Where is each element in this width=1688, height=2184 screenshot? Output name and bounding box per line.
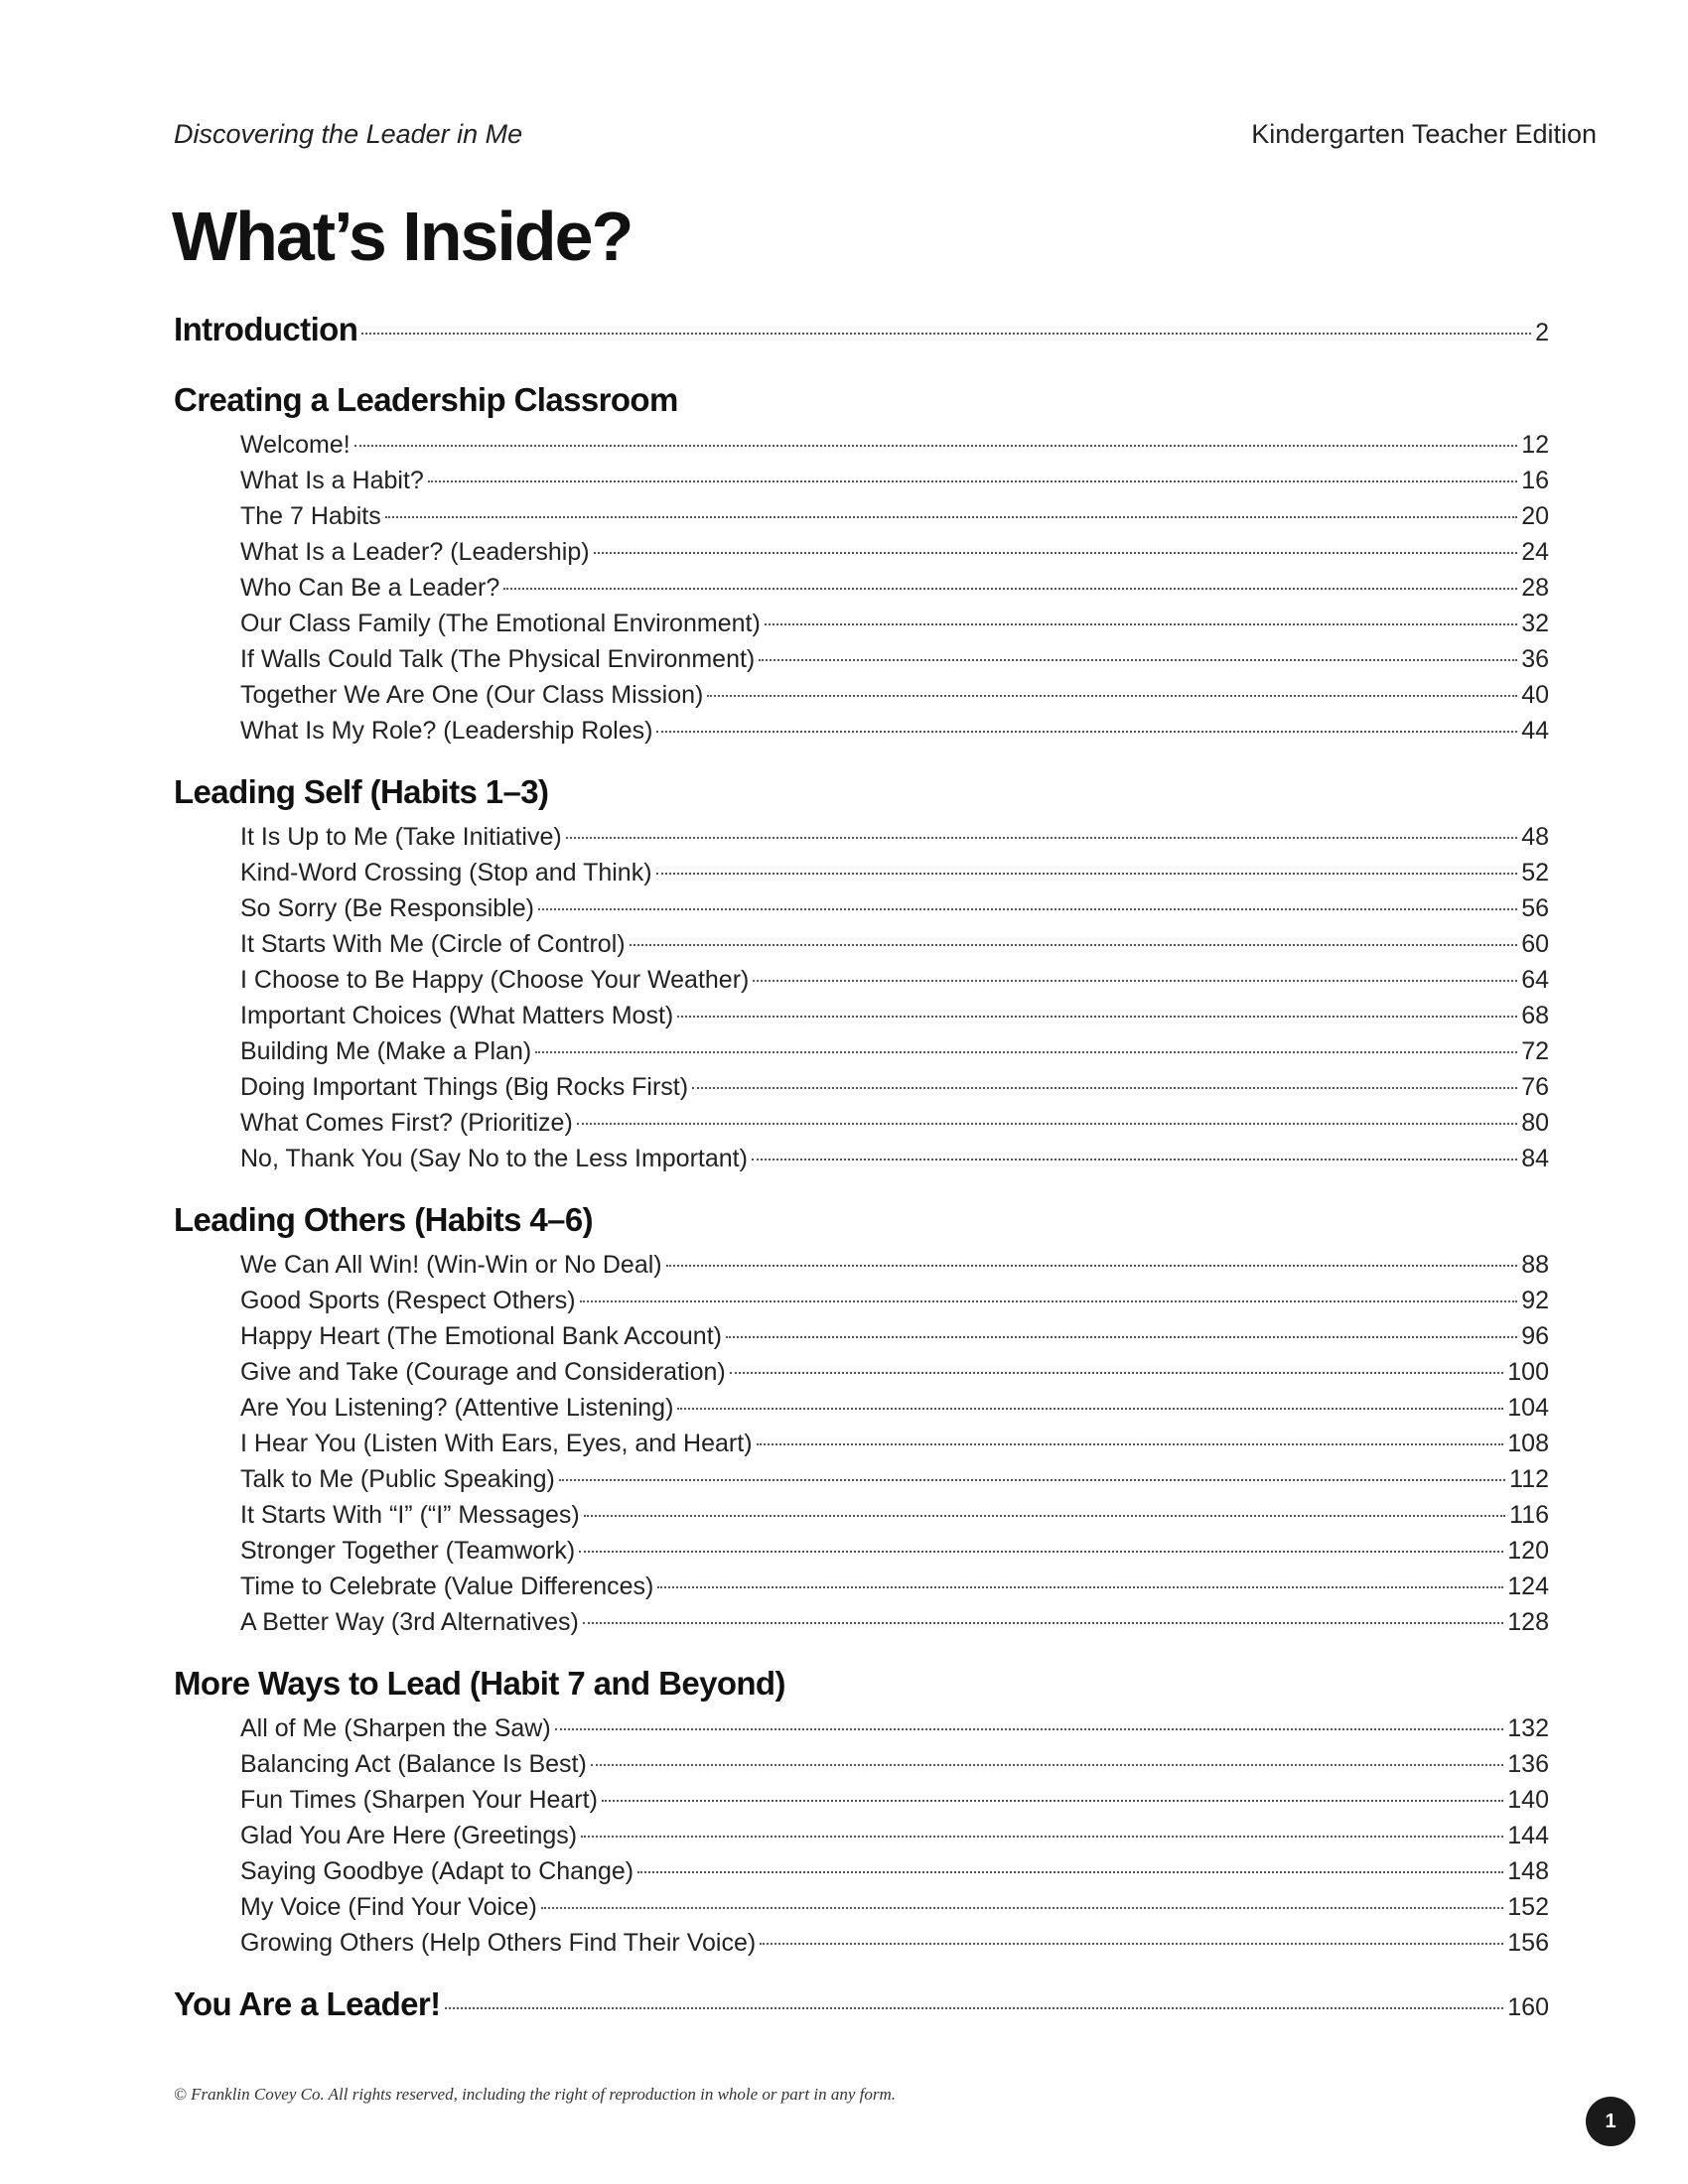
toc-entry-page: 52 — [1521, 859, 1549, 887]
dot-leader — [428, 480, 1517, 482]
dot-leader — [753, 980, 1517, 982]
copyright-notice: © Franklin Covey Co. All rights reserved, including the right of reproduction in whole or part in any form. — [174, 2085, 897, 2104]
toc-entry-label: Time to Celebrate (Value Differences) — [240, 1572, 654, 1600]
toc-entry[interactable] — [174, 1247, 1549, 1283]
toc-entry[interactable] — [174, 606, 1549, 641]
toc-entry[interactable] — [174, 498, 1549, 534]
toc-entry[interactable] — [174, 1141, 1549, 1176]
dot-leader — [577, 1123, 1517, 1125]
toc-entry-label: Give and Take (Courage and Consideration) — [240, 1358, 726, 1386]
toc-section-title: Creating a Leadership Classroom — [174, 381, 678, 418]
dot-leader — [602, 1800, 1503, 1802]
toc-entry-page: 72 — [1521, 1037, 1549, 1065]
dot-leader — [726, 1336, 1517, 1338]
page-title: What’s Inside? — [172, 198, 633, 275]
toc-entry-label: It Starts With “I” (“I” Messages) — [240, 1501, 580, 1529]
toc-entry-label: Important Choices (What Matters Most) — [240, 1002, 674, 1029]
toc-entry-label: What Is a Habit? — [240, 467, 424, 494]
toc-section-title: More Ways to Lead (Habit 7 and Beyond) — [174, 1665, 785, 1702]
toc-entry-label: Fun Times (Sharpen Your Heart) — [240, 1786, 598, 1814]
toc-entry[interactable] — [174, 1461, 1549, 1497]
toc-entry[interactable] — [174, 1853, 1549, 1889]
toc-entry-page: 96 — [1521, 1322, 1549, 1350]
toc-entry-page: 32 — [1521, 610, 1549, 637]
toc-entry-label: All of Me (Sharpen the Saw) — [240, 1714, 551, 1742]
toc-entry-label: Building Me (Make a Plan) — [240, 1037, 532, 1065]
toc-entry[interactable] — [174, 1710, 1549, 1746]
dot-leader — [566, 837, 1517, 839]
toc-entry-label: The 7 Habits — [240, 502, 381, 530]
page-number-badge: 1 — [1586, 2097, 1635, 2146]
toc-entry-page: 56 — [1521, 894, 1549, 922]
dot-leader — [757, 1443, 1504, 1445]
toc-closing-page: 160 — [1507, 1993, 1549, 2021]
toc-entry-label: Talk to Me (Public Speaking) — [240, 1465, 555, 1493]
toc-entry-page: 132 — [1507, 1714, 1549, 1742]
toc-entry[interactable] — [174, 1533, 1549, 1569]
toc-introduction-page: 2 — [1535, 319, 1549, 346]
toc-entry[interactable] — [174, 1105, 1549, 1141]
toc-entry-page: 40 — [1521, 681, 1549, 709]
dot-leader — [579, 1551, 1503, 1553]
dot-leader — [630, 944, 1518, 946]
dot-leader — [692, 1087, 1517, 1089]
dot-leader — [666, 1265, 1518, 1267]
toc-entry-page: 76 — [1521, 1073, 1549, 1101]
toc-entry-page: 120 — [1507, 1537, 1549, 1565]
dot-leader — [538, 908, 1517, 910]
toc-entry[interactable] — [174, 1604, 1549, 1640]
toc-entry-label: Glad You Are Here (Greetings) — [240, 1822, 578, 1849]
dot-leader — [765, 623, 1517, 625]
toc-entry-label: Good Sports (Respect Others) — [240, 1287, 576, 1314]
toc-entry-page: 108 — [1507, 1430, 1549, 1457]
toc-entry-page: 128 — [1507, 1608, 1549, 1636]
toc-entry-page: 24 — [1521, 538, 1549, 566]
dot-leader — [677, 1408, 1503, 1410]
table-of-contents — [174, 303, 1549, 2031]
toc-entry-label: I Choose to Be Happy (Choose Your Weather) — [240, 966, 750, 994]
toc-entry-page: 20 — [1521, 502, 1549, 530]
toc-entry-page: 140 — [1507, 1786, 1549, 1814]
toc-entry-page: 136 — [1507, 1750, 1549, 1778]
toc-entry[interactable] — [174, 962, 1549, 998]
toc-entry[interactable] — [174, 1497, 1549, 1533]
toc-entry-page: 44 — [1521, 717, 1549, 745]
toc-entry[interactable] — [174, 1354, 1549, 1390]
toc-entry[interactable] — [174, 926, 1549, 962]
toc-entry-page: 84 — [1521, 1145, 1549, 1172]
dot-leader — [541, 1907, 1504, 1909]
dot-leader — [656, 731, 1517, 733]
toc-entry-label: Balancing Act (Balance Is Best) — [240, 1750, 587, 1778]
toc-entry-label: No, Thank You (Say No to the Less Important) — [240, 1145, 748, 1172]
toc-introduction[interactable] — [174, 303, 1549, 356]
toc-entry-label: What Comes First? (Prioritize) — [240, 1109, 573, 1137]
dot-leader — [385, 516, 1517, 518]
toc-entry-label: Stronger Together (Teamwork) — [240, 1537, 576, 1565]
toc-entry-page: 68 — [1521, 1002, 1549, 1029]
toc-entry-label: It Starts With Me (Circle of Control) — [240, 930, 626, 958]
toc-entry[interactable] — [174, 819, 1549, 855]
toc-entry-page: 92 — [1521, 1287, 1549, 1314]
dot-leader — [730, 1372, 1504, 1374]
toc-entry[interactable] — [174, 463, 1549, 498]
toc-entry[interactable] — [174, 713, 1549, 749]
dot-leader — [559, 1479, 1505, 1481]
edition-label: Kindergarten Teacher Edition — [1251, 119, 1597, 149]
dot-leader — [555, 1728, 1504, 1730]
toc-entry-page: 112 — [1509, 1465, 1549, 1493]
toc-section-title: Leading Others (Habits 4–6) — [174, 1201, 594, 1238]
dot-leader — [760, 1943, 1503, 1945]
toc-entry-page: 100 — [1507, 1358, 1549, 1386]
toc-entry-page: 148 — [1507, 1857, 1549, 1885]
dot-leader — [752, 1159, 1517, 1160]
toc-entry[interactable] — [174, 1069, 1549, 1105]
toc-entry-label: Kind-Word Crossing (Stop and Think) — [240, 859, 652, 887]
toc-entry[interactable] — [174, 1818, 1549, 1853]
book-title: Discovering the Leader in Me — [174, 119, 523, 149]
dot-leader — [759, 659, 1517, 661]
toc-entry[interactable] — [174, 1426, 1549, 1461]
toc-entry-page: 12 — [1521, 431, 1549, 459]
toc-entry[interactable] — [174, 534, 1549, 570]
dot-leader — [707, 695, 1517, 697]
toc-entry-label: Who Can Be a Leader? — [240, 574, 500, 602]
toc-entry[interactable] — [174, 1390, 1549, 1426]
toc-entry-label: Happy Heart (The Emotional Bank Account) — [240, 1322, 722, 1350]
dot-leader — [354, 445, 1518, 447]
toc-entry-page: 28 — [1521, 574, 1549, 602]
dot-leader — [503, 588, 1517, 590]
toc-entry-label: Are You Listening? (Attentive Listening) — [240, 1394, 674, 1422]
toc-entry[interactable] — [174, 1033, 1549, 1069]
toc-entry[interactable] — [174, 1746, 1549, 1782]
toc-entry-page: 156 — [1507, 1929, 1549, 1957]
toc-entry[interactable] — [174, 998, 1549, 1033]
dot-leader — [584, 1515, 1505, 1517]
toc-entry-label: Together We Are One (Our Class Mission) — [240, 681, 704, 709]
toc-entry-label: What Is My Role? (Leadership Roles) — [240, 717, 653, 745]
toc-entry[interactable] — [174, 890, 1549, 926]
dot-leader — [581, 1836, 1503, 1838]
toc-closing-label: You Are a Leader! — [174, 1985, 441, 2022]
toc-entry[interactable] — [174, 1569, 1549, 1604]
toc-entry[interactable] — [174, 1925, 1549, 1961]
toc-entry-page: 16 — [1521, 467, 1549, 494]
toc-entry-label: We Can All Win! (Win-Win or No Deal) — [240, 1251, 662, 1279]
toc-entry[interactable] — [174, 427, 1549, 463]
toc-entry-label: Growing Others (Help Others Find Their Voice) — [240, 1929, 757, 1957]
toc-entry-page: 88 — [1521, 1251, 1549, 1279]
toc-entry-label: It Is Up to Me (Take Initiative) — [240, 823, 562, 851]
toc-entry[interactable] — [174, 1889, 1549, 1925]
toc-entry-page: 48 — [1521, 823, 1549, 851]
toc-entry[interactable] — [174, 641, 1549, 677]
toc-entry-page: 124 — [1507, 1572, 1549, 1600]
dot-leader — [361, 333, 1531, 335]
toc-entry-label: Saying Goodbye (Adapt to Change) — [240, 1857, 634, 1885]
toc-entry[interactable] — [174, 1782, 1549, 1818]
toc-entry[interactable] — [174, 1318, 1549, 1354]
toc-entry-page: 60 — [1521, 930, 1549, 958]
toc-entry-label: If Walls Could Talk (The Physical Environment) — [240, 645, 756, 673]
toc-entry-page: 80 — [1521, 1109, 1549, 1137]
toc-entry-page: 144 — [1507, 1822, 1549, 1849]
toc-entry-page: 104 — [1507, 1394, 1549, 1422]
toc-entry-page: 116 — [1509, 1501, 1549, 1529]
toc-entry[interactable] — [174, 677, 1549, 713]
toc-entry-label: Our Class Family (The Emotional Environment) — [240, 610, 761, 637]
toc-entry-label: Welcome! — [240, 431, 351, 459]
dot-leader — [580, 1300, 1518, 1302]
toc-entry-page: 64 — [1521, 966, 1549, 994]
toc-entry-label: I Hear You (Listen With Ears, Eyes, and Heart) — [240, 1430, 753, 1457]
toc-entry[interactable] — [174, 855, 1549, 890]
dot-leader — [535, 1051, 1517, 1053]
toc-entry-label: Doing Important Things (Big Rocks First) — [240, 1073, 689, 1101]
toc-entry-label: My Voice (Find Your Voice) — [240, 1893, 537, 1921]
dot-leader — [656, 873, 1518, 875]
dot-leader — [677, 1016, 1517, 1018]
dot-leader — [583, 1622, 1503, 1624]
dot-leader — [637, 1871, 1503, 1873]
toc-entry-label: A Better Way (3rd Alternatives) — [240, 1608, 579, 1636]
toc-entry-label: So Sorry (Be Responsible) — [240, 894, 534, 922]
toc-introduction-label: Introduction — [174, 311, 358, 347]
toc-entry[interactable] — [174, 1283, 1549, 1318]
toc-entry[interactable] — [174, 570, 1549, 606]
dot-leader — [445, 2007, 1504, 2009]
toc-entry-label: What Is a Leader? (Leadership) — [240, 538, 590, 566]
dot-leader — [657, 1586, 1503, 1588]
dot-leader — [591, 1764, 1503, 1766]
dot-leader — [594, 552, 1518, 554]
toc-closing[interactable] — [174, 1978, 1549, 2031]
toc-entry-page: 36 — [1521, 645, 1549, 673]
toc-entry-page: 152 — [1507, 1893, 1549, 1921]
toc-section-title: Leading Self (Habits 1–3) — [174, 773, 549, 810]
